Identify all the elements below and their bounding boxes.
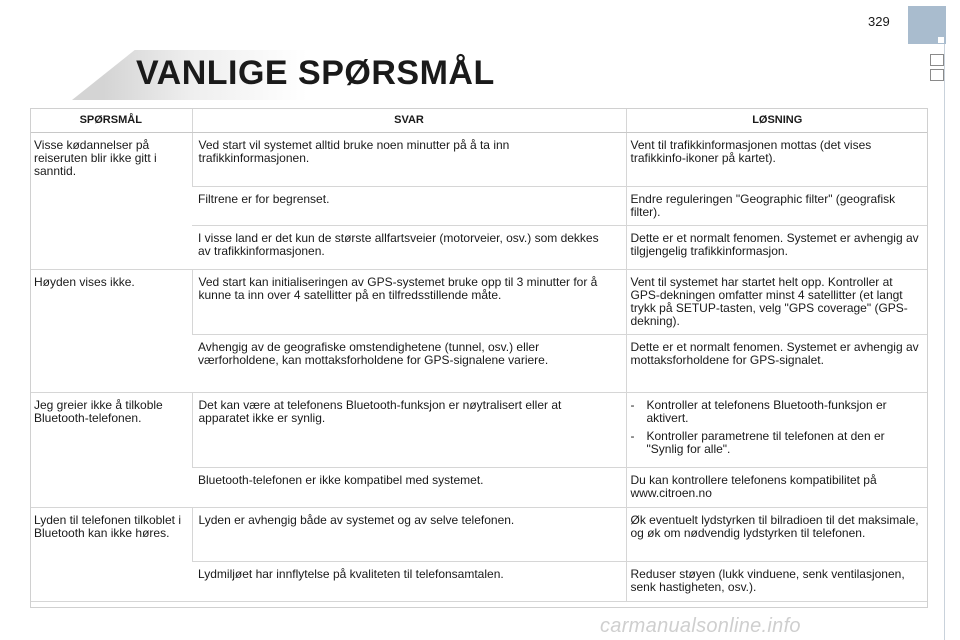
answer-cell: Ved start kan initialiseringen av GPS-systemet bruke opp til 3 minutter for å kunne ta inn over 4 satellitter på en tilfredsstillende måte. [192,270,626,335]
question-cell: Lyden til telefonen tilkoblet i Bluetooth kan ikke høres. [30,508,192,602]
answer-cell: Det kan være at telefonens Bluetooth-funksjon er nøytralisert eller at apparatet ikke er synlig. [192,393,626,468]
page-title: VANLIGE SPØRSMÅL [136,54,495,92]
table-row [30,270,928,335]
answer-cell: Filtrene er for begrenset. [192,187,626,226]
list-item: - Kontroller at telefonens Bluetooth-funksjon er aktivert. [631,399,921,425]
table-header-row [30,108,928,133]
table-row [30,508,928,562]
answer-cell: Lyden er avhengig både av systemet og av selve telefonen. [192,508,626,562]
question-cell: Høyden vises ikke. [30,270,192,393]
table-row [30,133,928,187]
solution-cell [626,393,928,468]
tab-marker-icon [938,37,944,43]
margin-rule [944,44,945,640]
list-item: - Kontroller parametrene til telefonen at den er "Synlig for alle". [631,430,921,456]
solution-cell: Dette er et normalt fenomen. Systemet er avhengig av tilgjengelig trafikkinformasjon. [626,226,928,270]
solution-cell: Øk eventuelt lydstyrken til bilradioen til det maksimale, og øk om nødvendig lydstyrken til telefonen. [626,508,928,562]
solution-cell: Du kan kontrollere telefonens kompatibilitet på www.citroen.no [626,468,928,508]
checkbox-icon [930,54,944,66]
answer-cell: Avhengig av de geografiske omstendighetene (tunnel, osv.) eller værforholdene, kan mottaksforholdene for GPS-signalene variere. [192,335,626,393]
faq-table [30,108,928,602]
solution-cell: Vent til systemet har startet helt opp. Kontroller at GPS-dekningen omfatter minst 4 satellitter (et langt trykk på SETUP-tasten, velg "GPS coverage" (GPS-dekning). [626,270,928,335]
solution-cell: Reduser støyen (lukk vinduene, senk ventilasjonen, senk hastigheten, osv.). [626,562,928,602]
header-question: SPØRSMÅL [30,108,192,133]
header-solution: LØSNING [626,108,928,133]
question-cell: Visse kødannelser på reiseruten blir ikke gitt i sanntid. [30,133,192,270]
answer-cell: Bluetooth-telefonen er ikke kompatibel med systemet. [192,468,626,508]
solution-cell: Endre reguleringen "Geographic filter" (geografisk filter). [626,187,928,226]
answer-cell: I visse land er det kun de største allfartsveier (motorveier, osv.) som dekkes av trafikkinformasjonen. [192,226,626,270]
page-number: 329 [868,14,890,29]
chapter-tab [908,6,946,44]
question-cell: Jeg greier ikke å tilkoble Bluetooth-telefonen. [30,393,192,508]
header-answer: SVAR [192,108,626,133]
solution-cell: Vent til trafikkinformasjonen mottas (det vises trafikkinfo-ikoner på kartet). [626,133,928,187]
watermark: carmanualsonline.info [600,615,801,637]
answer-cell: Lydmiljøet har innflytelse på kvaliteten til telefonsamtalen. [192,562,626,602]
solution-list [631,399,921,456]
table-row [30,393,928,468]
answer-cell: Ved start vil systemet alltid bruke noen minutter på å ta inn trafikkinformasjonen. [192,133,626,187]
solution-cell: Dette er et normalt fenomen. Systemet er avhengig av mottaksforholdene for GPS-signalet. [626,335,928,393]
checkbox-icon [930,69,944,81]
